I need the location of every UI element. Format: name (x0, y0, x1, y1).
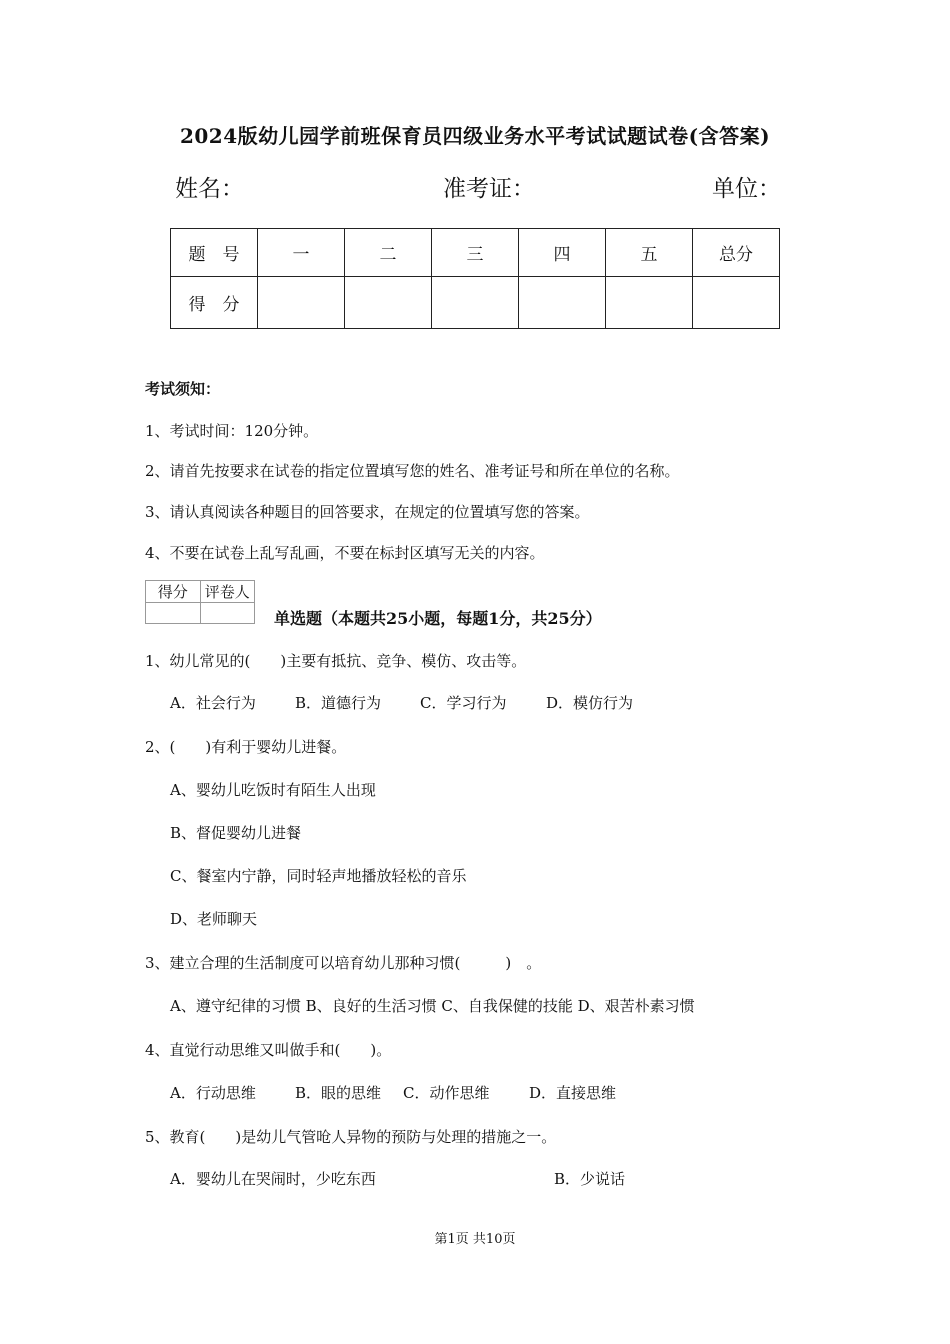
score-input-cell (606, 277, 693, 329)
question-stem: 3、建立合理的生活制度可以培育幼儿那种习惯( ) 。 (145, 954, 542, 972)
question-option: A、婴幼儿吃饭时有陌生人出现 (170, 781, 376, 799)
notice-item: 4、不要在试卷上乱写乱画，不要在标封区填写无关的内容。 (145, 544, 545, 562)
question-option: A、遵守纪律的习惯 B、良好的生活习惯 C、自我保健的技能 D、艰苦朴素习惯 (170, 997, 695, 1015)
grader-score-cell (146, 603, 201, 624)
question-option: D、老师聊天 (170, 910, 258, 928)
score-table-cell: 五 (606, 229, 693, 277)
grader-name-label: 评卷人 (200, 581, 255, 603)
score-input-cell (693, 277, 780, 329)
question-option: B．道德行为 (295, 694, 382, 712)
notice-item: 1、考试时间：120分钟。 (145, 422, 319, 440)
question-option: A．婴幼儿在哭闹时，少吃东西 (170, 1170, 376, 1188)
question-stem: 2、( )有利于婴幼儿进餐。 (145, 738, 347, 756)
grader-score-label: 得分 (146, 581, 201, 603)
score-input-cell (258, 277, 345, 329)
score-table-cell: 总分 (693, 229, 780, 277)
question-option: C．学习行为 (420, 694, 507, 712)
score-table-cell: 一 (258, 229, 345, 277)
score-input-cell (519, 277, 606, 329)
score-table (170, 228, 780, 329)
score-table-cell: 题 号 (171, 229, 258, 277)
question-option: B．眼的思维 (295, 1084, 382, 1102)
unit-field-label: 单位： (712, 176, 781, 202)
page-title: 2024版幼儿园学前班保育员四级业务水平考试试题试卷(含答案) (179, 124, 771, 148)
question-option: B．少说话 (554, 1170, 626, 1188)
grader-box (145, 580, 255, 624)
question-option: A．行动思维 (170, 1084, 256, 1102)
score-input-cell (432, 277, 519, 329)
question-stem: 1、幼儿常见的( )主要有抵抗、竞争、模仿、攻击等。 (145, 652, 527, 670)
score-table-cell: 三 (432, 229, 519, 277)
grader-name-cell (200, 603, 255, 624)
question-option: B、督促婴幼儿进餐 (170, 824, 302, 842)
notice-item: 2、请首先按要求在试卷的指定位置填写您的姓名、准考证号和所在单位的名称。 (145, 462, 680, 480)
score-input-cell (345, 277, 432, 329)
question-stem: 4、直觉行动思维又叫做手和( )。 (145, 1041, 392, 1059)
question-option: C．动作思维 (403, 1084, 490, 1102)
notice-title: 考试须知： (145, 380, 221, 398)
question-option: C、餐室内宁静，同时轻声地播放轻松的音乐 (170, 867, 467, 885)
name-field-label: 姓名： (175, 176, 244, 202)
question-option: A．社会行为 (170, 694, 256, 712)
section-title: 单选题（本题共25小题，每题1分，共25分） (274, 609, 602, 628)
score-table-cell: 四 (519, 229, 606, 277)
question-stem: 5、教育( )是幼儿气管呛人异物的预防与处理的措施之一。 (145, 1128, 557, 1146)
score-table-score-row (171, 277, 780, 329)
question-option: D．直接思维 (529, 1084, 617, 1102)
notice-item: 3、请认真阅读各种题目的回答要求，在规定的位置填写您的答案。 (145, 503, 590, 521)
question-option: D．模仿行为 (546, 694, 634, 712)
page-footer: 第1页 共10页 (434, 1232, 516, 1247)
score-table-header-row (171, 229, 780, 277)
score-table-cell: 得 分 (171, 277, 258, 329)
score-table-cell: 二 (345, 229, 432, 277)
exam-id-field-label: 准考证： (443, 176, 535, 202)
